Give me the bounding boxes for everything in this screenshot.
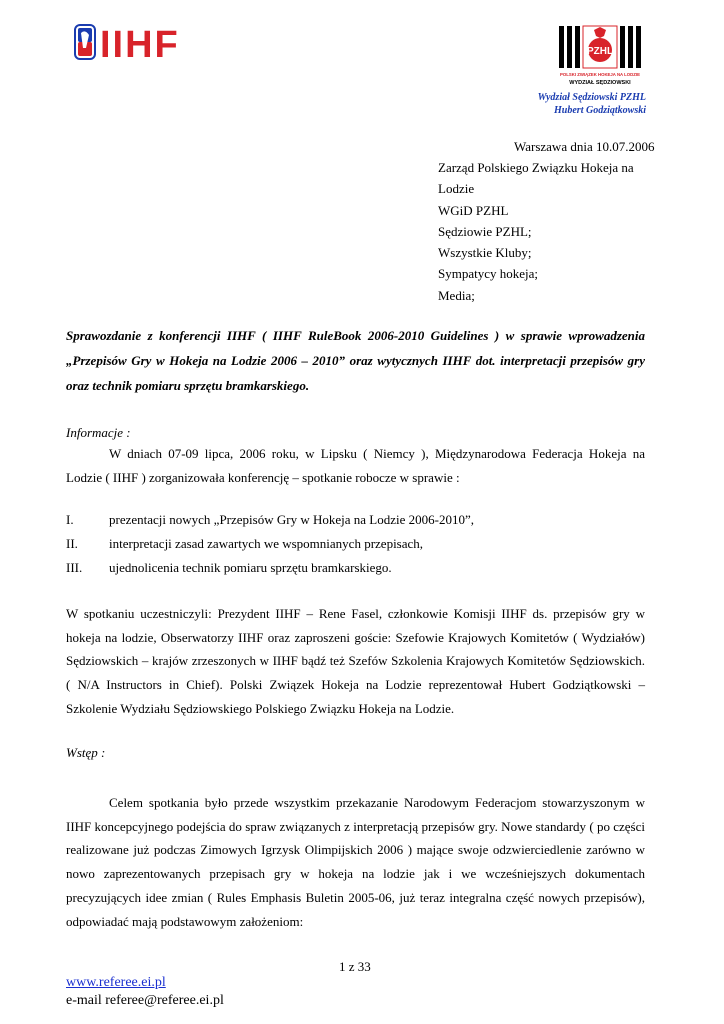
paragraph-line: Hubert Godziątkowski – Szkolenie Wydziału Sędziowskiego Polskiego Związku Hokeja na Lodzie.: [66, 677, 645, 716]
paragraph-line: zarówno w nowo zaprezentowanych przepisach gry w hokeja na lodzie jak i we wcześniejszych: [66, 842, 645, 882]
list-item-text: ujednolicenia technik pomiaru sprzętu bramkarskiego.: [109, 560, 392, 575]
list-item-number: I.: [66, 512, 74, 527]
paragraph-line: części realizowane już podczas Zimowych Igrzysk Olimpijskich 2006 ) mające swoje odzwierciedlenie: [66, 818, 646, 858]
title-line: Sprawozdanie z konferencji IIHF ( IIHF RuleBook 2006-2010 Guidelines ) w sprawie wprowadzenia: [66, 328, 645, 343]
title-line: gry oraz technik pomiaru sprzętu bramkarskiego.: [66, 353, 646, 393]
paragraph-line: dokumentach precyzujących idee zmian ( Rules Emphasis Buletin 2005-06, już teraz integralna część: [66, 866, 645, 905]
paragraph-line: IIHF koncepcyjnego podejścia do spraw związanych z interpretacją przepisów gry. Nowe standardy ( po: [66, 818, 610, 834]
recipient-line: Media;: [438, 287, 475, 303]
pzhl-logo-text: PZHL: [586, 46, 614, 57]
intro-paragraph: [66, 791, 645, 933]
department-person: Hubert Godziątkowski: [554, 105, 646, 116]
paragraph-line: W dniach 07-09 lipca, 2006 roku, w Lipsku ( Niemcy ), Międzynarodowa Federacja Hokeja na: [109, 446, 645, 461]
document-title: [66, 323, 645, 398]
department-name: Wydział Sędziowski PZHL: [537, 92, 646, 103]
recipient-line: Wszystkie Kluby;: [438, 245, 532, 261]
letter-date: Warszawa dnia 10.07.2006: [514, 139, 655, 154]
recipient-line: WGiD PZHL: [438, 202, 509, 218]
recipient-line: Sympatycy hokeja;: [438, 266, 539, 282]
paragraph-line: Celem spotkania było przede wszystkim przekazanie Narodowym Federacjom stowarzyszonym w: [109, 795, 645, 810]
paragraph-line: Komitetów Sędziowskich. ( N/A Instructors in Chief). Polski Związek Hokeja na Lodzie reprezentował: [66, 653, 645, 693]
paragraph-line: ( Wydziałów) Sędziowskich – krajów zrzeszonych w IIHF bądź też Szefów Szkolenia Krajowych: [66, 629, 645, 669]
paragraph-line: Lodzie ( IIHF ) zorganizowała konferencję – spotkanie robocze w sprawie :: [66, 469, 460, 485]
iihf-logo: [74, 24, 238, 64]
paragraph-line: hokeja na lodzie, Obserwatorzy IIHF oraz zaproszeni goście: Szefowie Krajowych Komitetów: [66, 629, 569, 645]
participants-paragraph: [66, 602, 645, 721]
paragraph-line: W spotkaniu uczestniczyli: Prezydent IIHF – Rene Fasel, członkowie Komisji IIHF ds. przepisów gry w: [66, 606, 645, 621]
pzhl-logo-subcaption: WYDZIAŁ SĘDZIOWSKI: [569, 80, 631, 86]
list-item-text: interpretacji zasad zawartych we wspomnianych przepisach,: [109, 536, 424, 551]
website-link[interactable]: www.referee.ei.pl: [66, 975, 166, 990]
recipient-line: Zarząd Polskiego Związku Hokeja na: [438, 160, 634, 175]
list-item-number: III.: [66, 560, 83, 575]
info-section-label: Informacje :: [66, 425, 131, 440]
list-item-number: II.: [66, 536, 78, 551]
recipient-line: Sędziowie PZHL;: [438, 223, 532, 239]
email-address: e-mail referee@referee.ei.pl: [66, 993, 224, 1008]
pzhl-logo: [557, 24, 643, 86]
recipients-list: [438, 157, 658, 306]
page-number: 1 z 33: [339, 959, 371, 974]
paragraph-line: nowych przepisów), odpowiadać mają podstawowym założeniom:: [66, 889, 646, 929]
pzhl-logo-caption: POLSKI ZWIĄZEK HOKEJA NA LODZIE: [560, 72, 640, 77]
recipient-line: Lodzie: [438, 181, 475, 197]
title-line: „Przepisów Gry w Hokeja na Lodzie 2006 – 2010” oraz wytycznych IIHF dot. interpretacji przepisów: [66, 353, 624, 368]
intro-section-label: Wstęp :: [66, 745, 106, 760]
info-paragraph: [66, 442, 645, 489]
list-item-text: prezentacji nowych „Przepisów Gry w Hokeja na Lodzie 2006-2010”,: [109, 512, 474, 527]
iihf-logo-text: IIHF: [100, 24, 180, 64]
iihf-logo-graphic: [74, 24, 238, 64]
pzhl-logo-graphic: [557, 24, 643, 86]
